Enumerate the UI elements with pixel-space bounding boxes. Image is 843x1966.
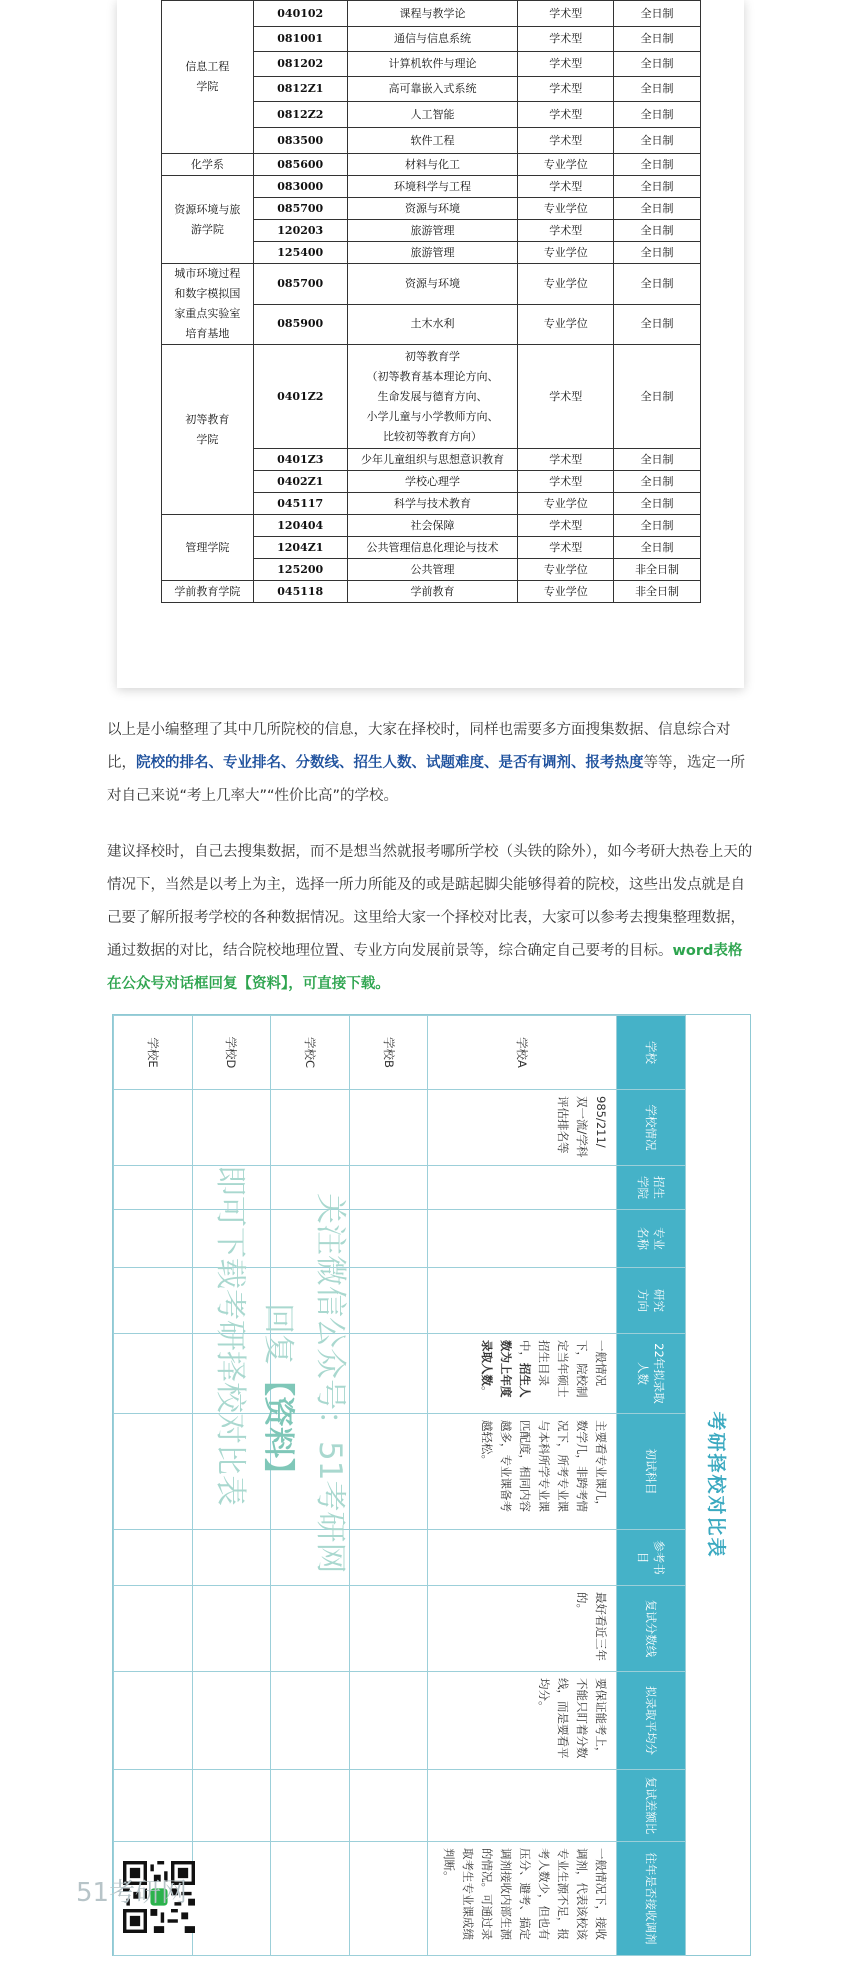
major-cell: 资源与环境 [347,198,518,220]
mode-cell: 全日制 [614,77,701,102]
type-cell: 专业学位 [518,242,614,264]
cell-empty [428,1530,616,1586]
paragraph-intro-text: 以上是小编整理了其中几所院校的信息，大家在择校时，同样也需要多方面搜集数据、信息综合对比， [107,722,731,771]
type-cell: 学术型 [518,1,614,27]
type-cell: 学术型 [518,515,614,537]
mode-cell: 全日制 [614,1,701,27]
code-cell: 0401Z2 [253,345,347,449]
major-cell: 人工智能 [347,102,518,128]
header-avg-score: 拟录取平均分 [616,1672,685,1770]
code-cell: 085900 [253,304,347,345]
code-cell: 083500 [253,128,347,154]
code-cell: 083000 [253,176,347,198]
mode-cell: 全日制 [614,154,701,176]
type-cell: 学术型 [518,77,614,102]
comparison-table [113,1015,686,1956]
dept-cell: 城市环境过程 和数字模拟国 家重点实验室 培育基地 [162,264,254,345]
table-row [114,1016,193,1956]
dept-cell: 化学系 [162,154,254,176]
note-avg-score: 要保证能考上，不能只盯着分数线，而是要看平均分。 [428,1672,616,1770]
major-cell: 公共管理信息化理论与技术 [347,537,518,559]
note-adjust: 一般情况下，接收调剂，代表该校该专业生源不足，报考人数少，但也有压分、避考、搞定调剂接收内部生源的情况。可通过录取考生专业课成绩判断。 [428,1842,616,1956]
code-cell: 120404 [253,515,347,537]
type-cell: 学术型 [518,52,614,77]
school-a: 学校A [428,1016,616,1090]
logo-watermark: 51考研网 [75,1878,188,1909]
major-cell: 材料与化工 [347,154,518,176]
paragraph-advice [107,836,755,1001]
mode-cell: 非全日制 [614,581,701,603]
header-school-info: 学校情况 [616,1090,685,1166]
header-school: 学校 [616,1016,685,1090]
major-cell: 土木水利 [347,304,518,345]
mode-cell: 全日制 [614,515,701,537]
program-table-image [117,0,744,688]
dept-cell: 资源环境与旅 游学院 [162,176,254,264]
major-cell: 科学与技术教育 [347,493,518,515]
mode-cell: 全日制 [614,537,701,559]
code-cell: 085700 [253,264,347,305]
mode-cell: 全日制 [614,242,701,264]
cell-empty [428,1268,616,1334]
major-cell: 软件工程 [347,128,518,154]
program-table [161,0,701,603]
code-cell: 1204Z1 [253,537,347,559]
major-cell: 学校心理学 [347,471,518,493]
dept-cell: 学前教育学院 [162,581,254,603]
major-cell: 初等教育学 （初等教育基本理论方向、 生命发展与德育方向、 小学儿童与小学教师方向、 比较初等教育方向） [347,345,518,449]
school-b: 学校B [349,1016,428,1090]
mode-cell: 全日制 [614,471,701,493]
watermark-line-1: 关注微信公众号：51考研网 [312,1193,348,1574]
major-cell: 学前教育 [347,581,518,603]
note-school-info: 985/211/双一流/学科评估排名等 [428,1090,616,1166]
type-cell: 专业学位 [518,493,614,515]
type-cell: 专业学位 [518,264,614,305]
type-cell: 专业学位 [518,198,614,220]
mode-cell: 全日制 [614,128,701,154]
type-cell: 专业学位 [518,559,614,581]
major-cell: 高可靠嵌入式系统 [347,77,518,102]
mode-cell: 全日制 [614,27,701,52]
mode-cell: 全日制 [614,449,701,471]
header-direction: 研究 方向 [616,1268,685,1334]
major-cell: 旅游管理 [347,242,518,264]
mode-cell: 全日制 [614,52,701,77]
note-quota-bold: 招生人数为上年度录取人数 [479,1340,532,1398]
type-cell: 学术型 [518,102,614,128]
mode-cell: 非全日制 [614,559,701,581]
mode-cell: 全日制 [614,264,701,305]
major-cell: 公共管理 [347,559,518,581]
code-cell: 081001 [253,27,347,52]
major-cell: 课程与教学论 [347,1,518,27]
code-cell: 045117 [253,493,347,515]
major-cell: 社会保障 [347,515,518,537]
school-e: 学校E [114,1016,193,1090]
type-cell: 学术型 [518,220,614,242]
comparison-form [75,1015,750,1955]
code-cell: 0402Z1 [253,471,347,493]
code-cell: 120203 [253,220,347,242]
watermark-line-2: 回复【资料】 [260,1303,296,1489]
mode-cell: 全日制 [614,176,701,198]
code-cell: 125200 [253,559,347,581]
code-cell: 0812Z1 [253,77,347,102]
code-cell: 085600 [253,154,347,176]
code-cell: 081202 [253,52,347,77]
download-hint: word表格在公众号对话框回复【资料】，可直接下载。 [107,943,743,992]
code-cell: 0812Z2 [253,102,347,128]
dept-cell: 管理学院 [162,515,254,581]
header-subjects: 初试科目 [616,1414,685,1530]
paragraph-intro [107,714,755,813]
code-cell: 085700 [253,198,347,220]
header-major: 专业 名称 [616,1210,685,1268]
cell-empty [428,1210,616,1268]
major-cell: 少年儿童组织与思想意识教育 [347,449,518,471]
type-cell: 学术型 [518,128,614,154]
major-cell: 旅游管理 [347,220,518,242]
major-cell: 计算机软件与理论 [347,52,518,77]
code-cell: 0401Z3 [253,449,347,471]
school-c: 学校C [271,1016,350,1090]
cell-empty [428,1770,616,1842]
mode-cell: 全日制 [614,220,701,242]
form-title: 考研择校对比表 [705,1411,728,1559]
mode-cell: 全日制 [614,493,701,515]
watermark-line-3: 即可下载考研择校对比表 [212,1165,248,1506]
type-cell: 专业学位 [518,581,614,603]
note-retest-line: 最好看近三年的。 [428,1586,616,1672]
paragraph-intro-tail: 等等，选定一所对自己来说“考上几率大”“性价比高”的学校。 [107,755,745,804]
note-subjects: 主要看专业课几，数学几，非跨考情况下，所考专业课与本科所学专业课匹配度，相同内容越多，专业课备考越轻松。 [428,1414,616,1530]
header-row [616,1016,685,1956]
school-d: 学校D [192,1016,271,1090]
mode-cell: 全日制 [614,345,701,449]
header-quota: 22年拟录取人数 [616,1334,685,1414]
highlight-criteria: 院校的排名、专业排名、分数线、招生人数、试题难度、是否有调剂、报考热度 [136,755,644,771]
mode-cell: 全日制 [614,102,701,128]
header-retest-line: 复试分数线 [616,1586,685,1672]
code-cell: 125400 [253,242,347,264]
type-cell: 学术型 [518,471,614,493]
type-cell: 学术型 [518,449,614,471]
major-cell: 资源与环境 [347,264,518,305]
header-books: 参考书目 [616,1530,685,1586]
paragraph-advice-text: 建议择校时，自己去搜集数据，而不是想当然就报考哪所学校（头铁的除外），如今考研大热卷上天的情况下，当然是以考上为主，选择一所力所能及的或是踮起脚尖能够得着的院校，这些出发点就是自己要了解所报考学校的各种数据情况。这里给大家一个择校对比表，大家可以参考去搜集整理数据，通过数据的对比，结合院校地理位置、专业方向发展前景等，综合确定自己要考的目标。 [107,844,753,959]
dept-cell: 信息工程 学院 [162,1,254,154]
type-cell: 学术型 [518,27,614,52]
mode-cell: 全日制 [614,198,701,220]
comparison-form-image [75,1014,751,1956]
type-cell: 专业学位 [518,154,614,176]
major-cell: 环境科学与工程 [347,176,518,198]
dept-cell: 初等教育 学院 [162,345,254,515]
code-cell: 045118 [253,581,347,603]
type-cell: 专业学位 [518,304,614,345]
type-cell: 学术型 [518,345,614,449]
note-quota: 一般情况下，院校制定当年硕士招生目录中，招生人数为上年度录取人数。 [428,1334,616,1414]
table-row [349,1016,428,1956]
header-retest-ratio: 复试差额比 [616,1770,685,1842]
table-row [428,1016,616,1956]
type-cell: 学术型 [518,537,614,559]
major-cell: 通信与信息系统 [347,27,518,52]
header-adjust: 往年是否接收调剂 [616,1842,685,1956]
header-dept: 招生 学院 [616,1166,685,1210]
code-cell: 040102 [253,1,347,27]
type-cell: 学术型 [518,176,614,198]
mode-cell: 全日制 [614,304,701,345]
cell-empty [428,1166,616,1210]
